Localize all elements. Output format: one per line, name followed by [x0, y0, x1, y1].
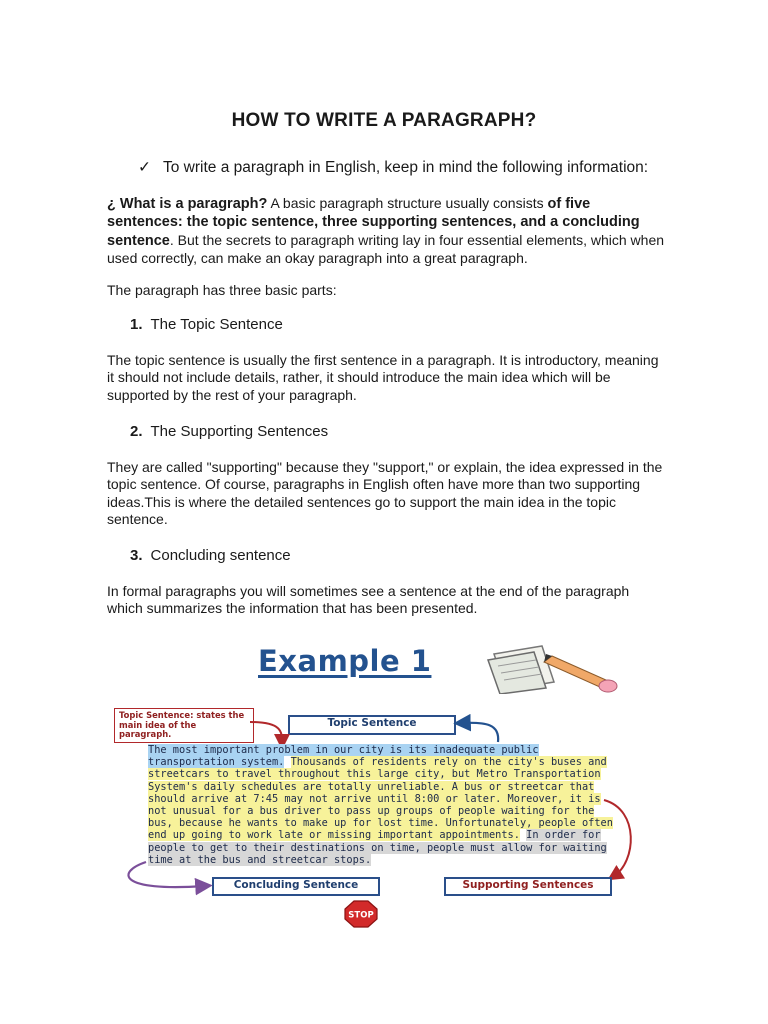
section-number: 2.	[130, 423, 143, 440]
example-topic-sentence: The most important problem in our city is its inadequate public transportation system.	[148, 744, 539, 769]
section-number: 1.	[130, 316, 143, 333]
checkmark-icon: ✓	[138, 159, 151, 176]
example-concluding-sentence: In order for people to get to their destinations on time, people must allow for waiting time at the bus and streetcar stops.	[148, 829, 607, 866]
example-title: Example 1	[258, 644, 432, 678]
stop-sign-text: STOP	[348, 910, 374, 921]
section-body-2: They are called "supporting" because they "support," or explain, the idea expressed in the topic sentence. Of course, paragraphs in English often have more than two supporting ideas.This is where the detailed sentences go to support the main idea in the topic sentence.	[107, 459, 663, 527]
section-body-1: The topic sentence is usually the first sentence in a paragraph. It is introductory, meaning it should not include details, rather, it should introduce the main idea which will be supported by the rest of your paragraph.	[107, 352, 659, 403]
section-title: The Topic Sentence	[150, 316, 283, 333]
what-is-bold: of five sentences: the topic sentence, three supporting sentences, and a concluding sentence	[107, 196, 640, 249]
section-title: Concluding sentence	[150, 547, 291, 564]
section-title: The Supporting Sentences	[150, 423, 329, 440]
section-body-3: In formal paragraphs you will sometimes see a sentence at the end of the paragraph which summarizes the information that has been presented.	[107, 583, 630, 617]
what-is-question: ¿ What is a paragraph?	[107, 196, 268, 212]
topic-sentence-callout: Topic Sentence: states the main idea of the paragraph.	[114, 708, 254, 743]
what-is-text-1: A basic paragraph structure usually consists	[267, 195, 548, 211]
example-supporting-sentences: Thousands of residents rely on the city's buses and streetcars to travel throughout this large city, but Metro Transportation System's daily schedules are totally unreliable. A bus or streetcar that should arrive at 7:45 may not arrive until 8:00 or later. Moreover, it is not unusual for a bus driver to pass up groups of people waiting for the bus, because he wants to make up for lost time. Unfortunately, people often end up going to work late or missing important appointments.	[148, 756, 613, 842]
section-number: 3.	[130, 547, 143, 564]
topic-sentence-label: Topic Sentence	[288, 715, 456, 735]
example-paragraph	[148, 744, 620, 866]
page-title: HOW TO WRITE A PARAGRAPH?	[231, 110, 537, 131]
concluding-sentence-label: Concluding Sentence	[212, 877, 380, 896]
parts-intro: The paragraph has three basic parts:	[107, 282, 337, 298]
supporting-sentences-label: Supporting Sentences	[444, 877, 612, 896]
intro-text: To write a paragraph in English, keep in mind the following information:	[163, 159, 649, 176]
what-is-text-2: . But the secrets to paragraph writing lay in four essential elements, which when used correctly, can make an okay paragraph into a great paragraph.	[107, 231, 665, 266]
stop-sign-icon	[344, 900, 378, 928]
